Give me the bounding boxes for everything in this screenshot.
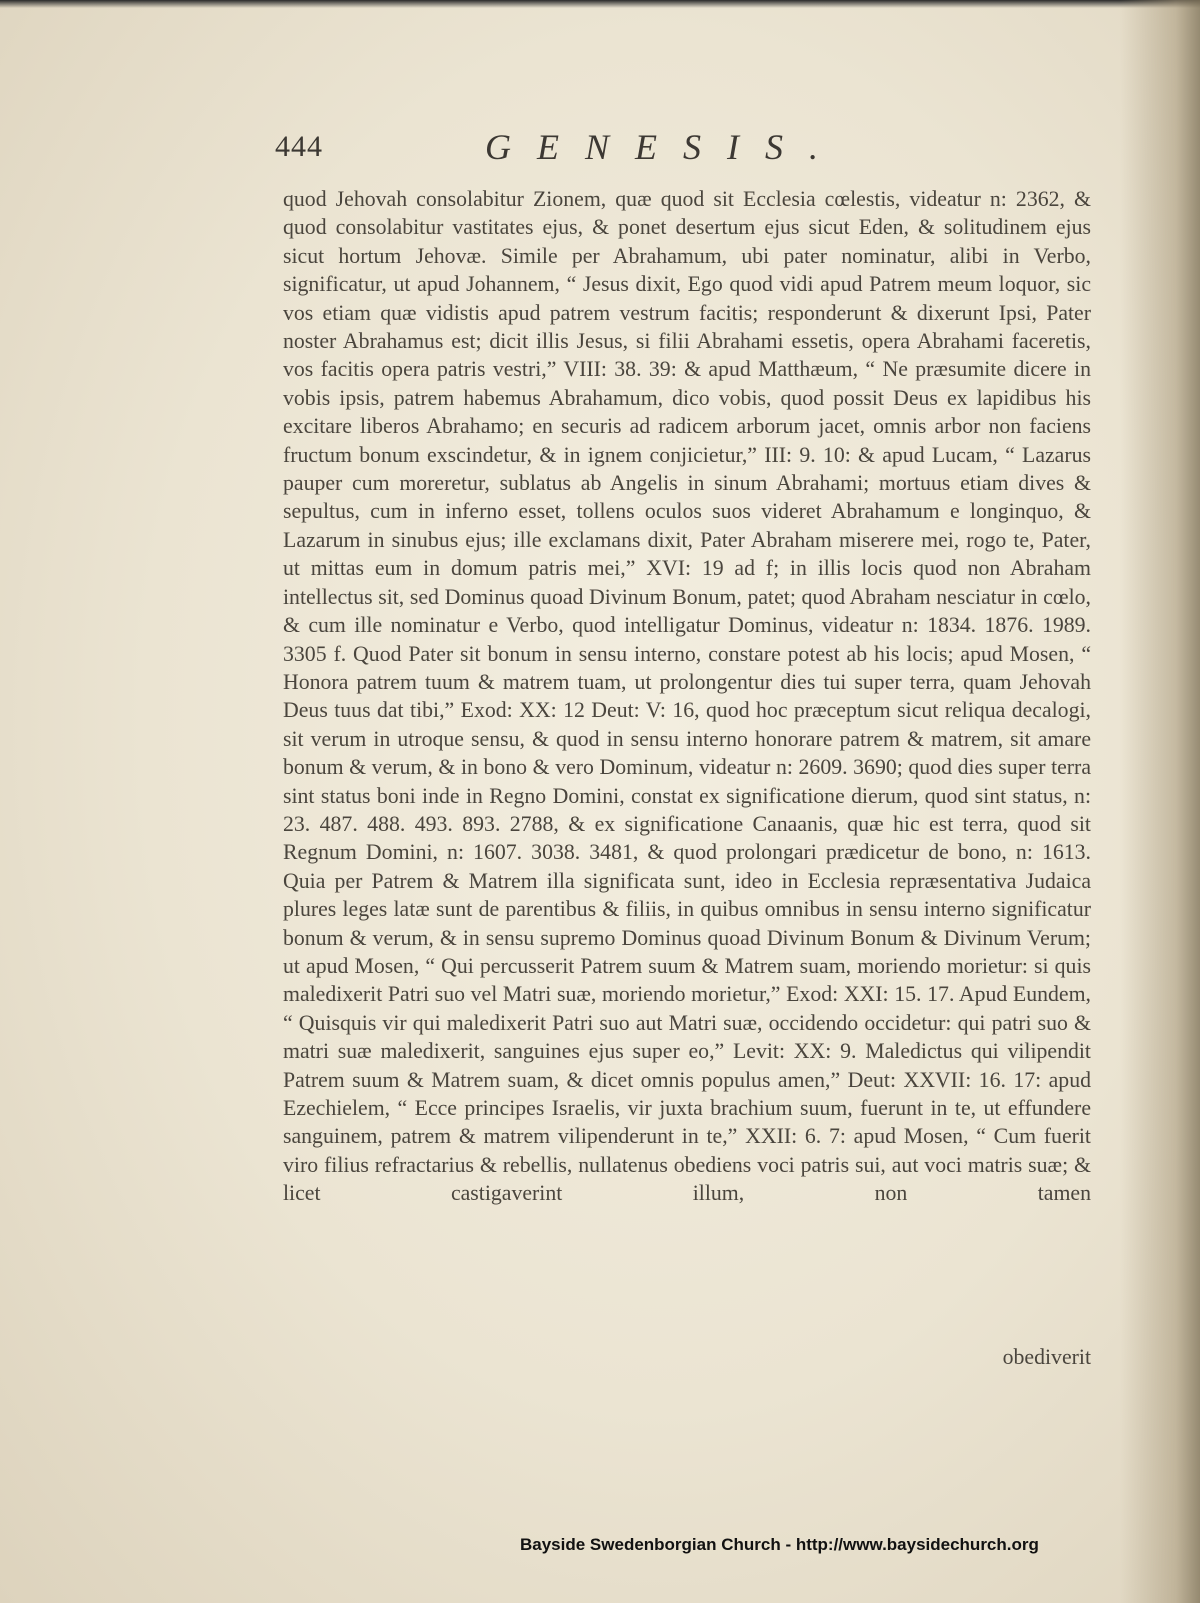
binding-shadow (1120, 0, 1200, 1603)
page-header (275, 127, 1105, 174)
running-title: GENESIS. (485, 127, 844, 167)
page-number: 444 (275, 130, 323, 163)
body-paragraph: quod Jehovah consolabitur Zionem, quæ quod sit Ecclesia cœlestis, videatur n: 2362, & quod consolabitur vastitates ejus, & ponet desertum ejus sicut Eden, & solitudinem ejus sicut hortum Jehovæ. Simile per Abrahamum, ubi pater nominatur, alibi in Verbo, significatur, ut apud Johannem, “ Jesus dixit, Ego quod vidi apud Patrem meum loquor, sic vos etiam quæ vidistis apud patrem vestrum facitis; responderunt & dixerunt Ipsi, Pater noster Abrahamus est; dicit illis Jesus, si filii Abrahami essetis, opera Abrahami faceretis, vos facitis opera patris vestri,” VIII: 38. 39: & apud Matthæum, “ Ne præsumite dicere in vobis ipsis, patrem habemus Abrahamum, dico vobis, quod possit Deus ex lapidibus his excitare liberos Abrahamo; en securis ad radicem arborum jacet, omnis arbor non faciens fructum bonum exscindetur, & in ignem conjicietur,” III: 9. 10: & apud Lucam, “ Lazarus pauper cum moreretur, sublatus ab Angelis in sinum Abrahami; mortuus etiam dives & sepultus, cum in inferno esset, tollens oculos suos videret Abrahamum e longinquo, & Lazarum in sinubus ejus; ille exclamans dixit, Pater Abraham miserere mei, rogo te, Pater, ut mittas eum in domum patris mei,” XVI: 19 ad f; in illis locis quod non Abraham intellectus sit, sed Dominus quoad Divinum Bonum, patet; quod Abraham nesciatur in cœlo, & cum ille nominatur e Verbo, quod intelligatur Dominus, videatur n: 1834. 1876. 1989. 3305 f. Quod Pater sit bonum in sensu interno, constare potest ab his locis; apud Mosen, “ Honora patrem tuum & matrem tuam, ut prolongentur dies tui super terra, quam Jehovah Deus tuus dat tibi,” Exod: XX: 12 Deut: V: 16, quod hoc præceptum sicut reliqua decalogi, sit verum in utroque sensu, & quod in sensu interno honorare patrem & matrem, sit amare bonum & verum, & in bono & vero Dominum, videatur n: 2609. 3690; quod dies super terra sint status boni inde in Regno Domini, constat ex significatione dierum, quod sint status, n: 23. 487. 488. 493. 893. 2788, & ex significatione Canaanis, quæ hic est terra, quod sit Regnum Domini, n: 1607. 3038. 3481, & quod prolongari prædicetur de bono, n: 1613. Quia per Patrem & Matrem illa significata sunt, ideo in Ecclesia repræsentativa Judaica plures leges latæ sunt de parentibus & filiis, in quibus omnibus in sensu interno significatur bonum & verum, & in sensu supremo Dominus quoad Divinum Bonum & Divinum Verum; ut apud Mosen, “ Qui percusserit Patrem suum & Matrem suam, moriendo morietur: si quis maledixerit Patri suo vel Matri suæ, moriendo morietur,” Exod: XXI: 15. 17. Apud Eundem, “ Quisquis vir qui maledixerit Patri suo aut Matri suæ, occidendo occidetur: qui patri suo & matri suæ maledixerit, sanguines ejus super eo,” Levit: XX: 9. Maledictus qui vilipendit Patrem suum & Matrem suam, & dicet omnis populus amen,” Deut: XXVII: 16. 17: apud Ezechielem, “ Ecce principes Israelis, vir juxta brachium suum, fuerunt in te, ut effundere sanguinem, patrem & matrem vilipenderunt in te,” XXII: 6. 7: apud Mosen, “ Cum fuerit viro filius refractarius & rebellis, nullatenus obediens voci patris sui, aut voci matris suæ; & licet castigaverint illum, non tamen (283, 187, 1091, 1206)
top-edge-shadow (0, 0, 1200, 8)
catch-word: obediverit (1002, 1345, 1091, 1369)
footer-watermark: Bayside Swedenborgian Church - http://www.baysidechurch.org (520, 1535, 1039, 1554)
